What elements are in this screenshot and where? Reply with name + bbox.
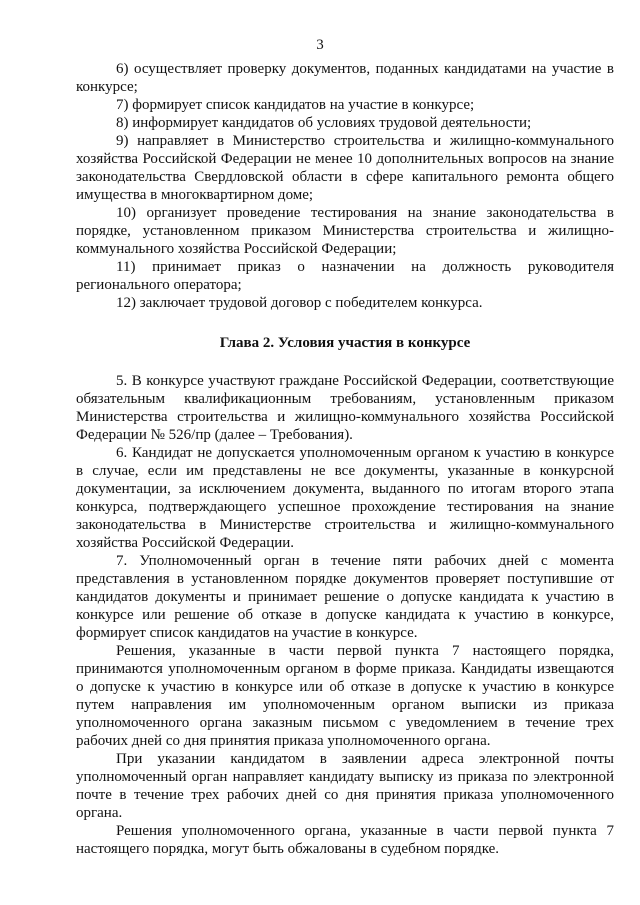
- page-number: 3: [316, 37, 324, 53]
- paragraph: При указании кандидатом в заявлении адреса электронной почты уполномоченный орган направляет кандидату выписку из приказа по электронной почте в течение трех рабочих дней со дня принятия приказа уполномоченного органа.: [76, 751, 614, 821]
- list-item: 12) заключает трудовой договор с победителем конкурса.: [116, 295, 483, 311]
- chapter-heading: Глава 2. Условия участия в конкурсе: [219, 335, 471, 351]
- list-item: 9) направляет в Министерство строительства и жилищно-коммунального хозяйства Российской Федерации не менее 10 дополнительных вопросов на знание законодательства Свердловской области в сфере капитального ремонта общего имущества в многоквартирном доме;: [76, 133, 614, 203]
- list-item: 6) осуществляет проверку документов, поданных кандидатами на участие в конкурсе;: [76, 61, 614, 95]
- list-item: 10) организует проведение тестирования на знание законодательства в порядке, установленном приказом Министерства строительства и жилищно-коммунального хозяйства Российской Федерации;: [76, 205, 614, 257]
- list-item: 7) формирует список кандидатов на участие в конкурсе;: [116, 97, 475, 113]
- paragraph: Решения уполномоченного органа, указанные в части первой пункта 7 настоящего порядка, могут быть обжалованы в судебном порядке.: [76, 823, 614, 857]
- document-body: [76, 60, 614, 858]
- paragraph: Решения, указанные в части первой пункта 7 настоящего порядка, принимаются уполномоченным органом в форме приказа. Кандидаты извещаются о допуске к участию в конкурсе или об отказе в допуске к участию в конкурсе путем направления им уполномоченным органом выписки из приказа уполномоченного органа заказным письмом с уведомлением в течение трех рабочих дней со дня принятия приказа уполномоченного органа.: [76, 643, 614, 749]
- list-item: 8) информирует кандидатов об условиях трудовой деятельности;: [116, 115, 532, 131]
- paragraph: 5. В конкурсе участвуют граждане Российской Федерации, соответствующие обязательным квалификационным требованиям, установленным приказом Министерства строительства и жилищно-коммунального хозяйства Российской Федерации № 526/пр (далее – Требования).: [76, 373, 614, 443]
- paragraph: 7. Уполномоченный орган в течение пяти рабочих дней с момента представления в установленном порядке документов проверяет поступившие от кандидатов документы и принимает решение о допуске кандидата к участию в конкурсе или решение об отказе в допуске кандидата к участию в конкурсе, формирует список кандидатов на участие в конкурсе.: [76, 553, 614, 641]
- list-item: 11) принимает приказ о назначении на должность руководителя регионального оператора;: [76, 259, 614, 293]
- paragraph: 6. Кандидат не допускается уполномоченным органом к участию в конкурсе в случае, если им представлены не все документы, указанные в конкурсной документации, за исключением документа, выданного по итогам второго этапа конкурса, подтверждающего успешное прохождение тестирования на знание законодательства в Министерстве строительства и жилищно-коммунального хозяйства Российской Федерации.: [76, 445, 614, 551]
